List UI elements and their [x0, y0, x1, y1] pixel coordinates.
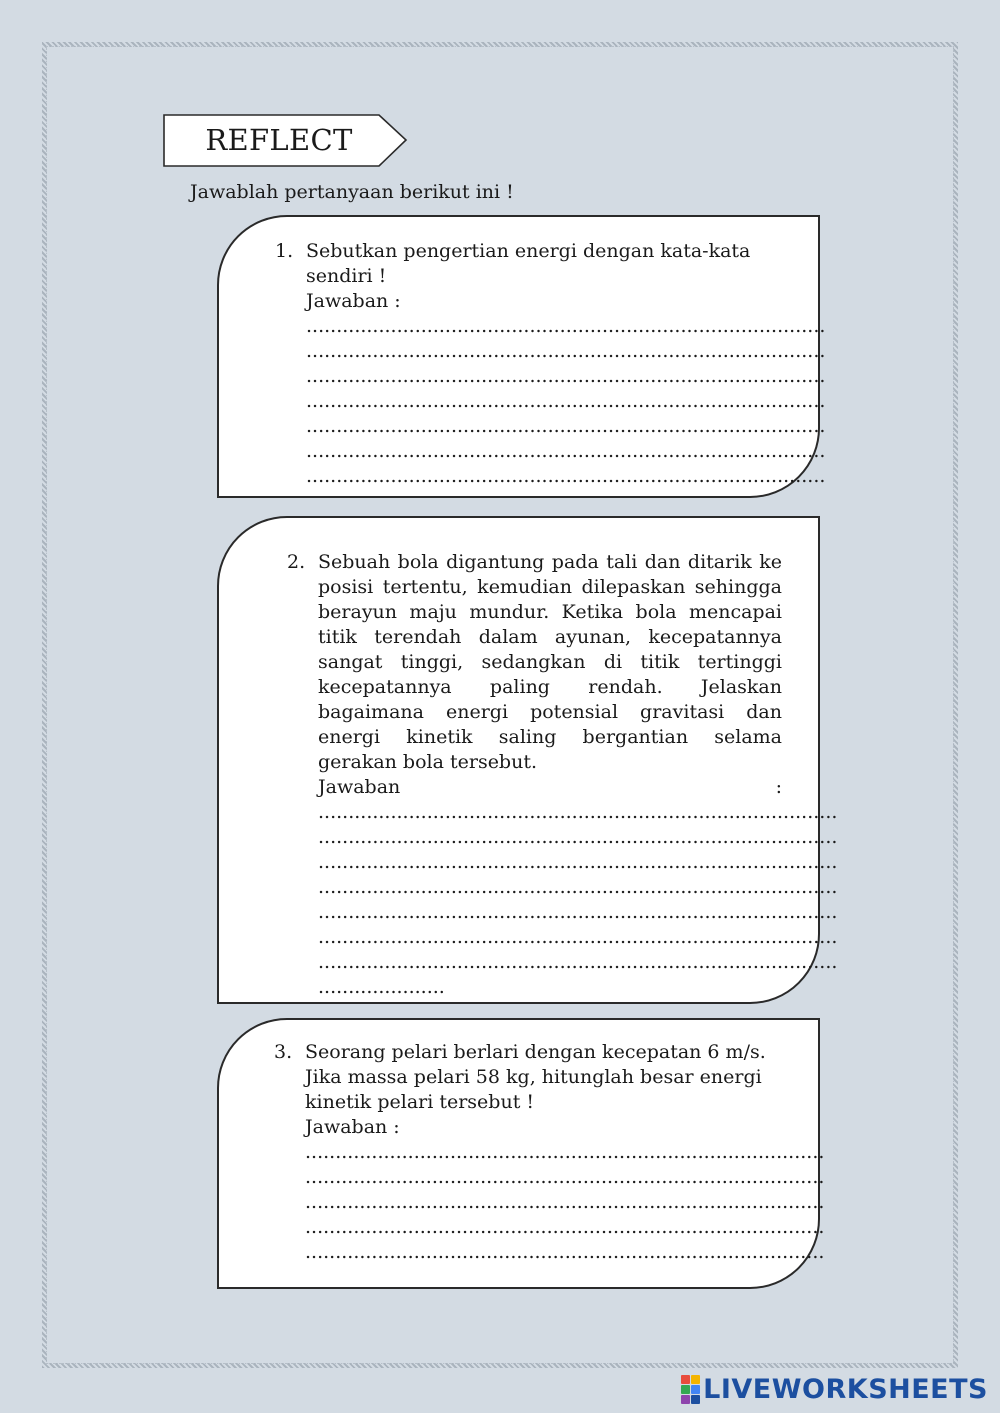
- answer-line: ......................................................................................: [306, 440, 826, 462]
- answer-area[interactable]: [305, 1140, 825, 1265]
- question-number: 2.: [287, 551, 306, 573]
- answer-line: ......................................................................................: [305, 1191, 825, 1213]
- answer-label: Jawaban :: [306, 290, 401, 312]
- question-card-3: [217, 1018, 825, 1289]
- answer-line: ......................................................................................: [318, 876, 838, 898]
- answer-line: ......................................................................................: [306, 315, 826, 337]
- answer-line: ......................................................................................: [305, 1141, 825, 1163]
- instruction-text: Jawablah pertanyaan berikut ini !: [190, 181, 514, 203]
- answer-line: ......................................................................................: [306, 465, 826, 487]
- answer-line: ......................................................................................: [306, 390, 826, 412]
- question-card-1: [217, 215, 826, 498]
- answer-line: ......................................................................................: [306, 365, 826, 387]
- answer-colon: :: [775, 776, 782, 798]
- logo-mark-icon: [681, 1375, 700, 1404]
- answer-line: ......................................................................................: [318, 801, 838, 823]
- answer-line: ......................................................................................: [305, 1166, 825, 1188]
- answer-line: ......................................................................................: [306, 415, 826, 437]
- logo-text: LIVEWORKSHEETS: [703, 1373, 988, 1405]
- answer-line: .....................: [318, 976, 445, 998]
- answer-line: ......................................................................................: [305, 1241, 825, 1263]
- answer-area[interactable]: [318, 800, 838, 1000]
- answer-area[interactable]: [306, 314, 826, 489]
- answer-label: Jawaban :: [305, 1116, 400, 1138]
- question-card-2: [217, 516, 838, 1004]
- answer-label: Jawaban: [318, 776, 401, 798]
- question-number: 1.: [275, 240, 294, 262]
- answer-line: ......................................................................................: [306, 340, 826, 362]
- answer-line: ......................................................................................: [318, 851, 838, 873]
- question-number: 3.: [274, 1041, 293, 1063]
- answer-label-row: [318, 775, 782, 800]
- answer-line: ......................................................................................: [318, 901, 838, 923]
- question-text: Sebuah bola digantung pada tali dan ditarik ke posisi tertentu, kemudian dilepaskan sehingga berayun maju mundur. Ketika bola mencapai titik terendah dalam ayunan, kecepatannya sangat tinggi, sedangkan di titik tertinggi kecepatannya paling rendah. Jelaskan bagaimana energi potensial gravitasi dan energi kinetik saling bergantian selama gerakan bola tersebut.: [318, 551, 782, 773]
- answer-line: ......................................................................................: [318, 926, 838, 948]
- answer-line: ......................................................................................: [305, 1216, 825, 1238]
- page-title: REFLECT: [205, 123, 353, 157]
- question-text: Seorang pelari berlari dengan kecepatan 6 m/s. Jika massa pelari 58 kg, hitunglah besar energi kinetik pelari tersebut !: [305, 1041, 766, 1113]
- liveworksheets-logo[interactable]: [681, 1373, 988, 1405]
- question-text: Sebutkan pengertian energi dengan kata-kata sendiri !: [306, 240, 751, 287]
- answer-line: ......................................................................................: [318, 826, 838, 848]
- answer-line: ......................................................................................: [318, 951, 838, 973]
